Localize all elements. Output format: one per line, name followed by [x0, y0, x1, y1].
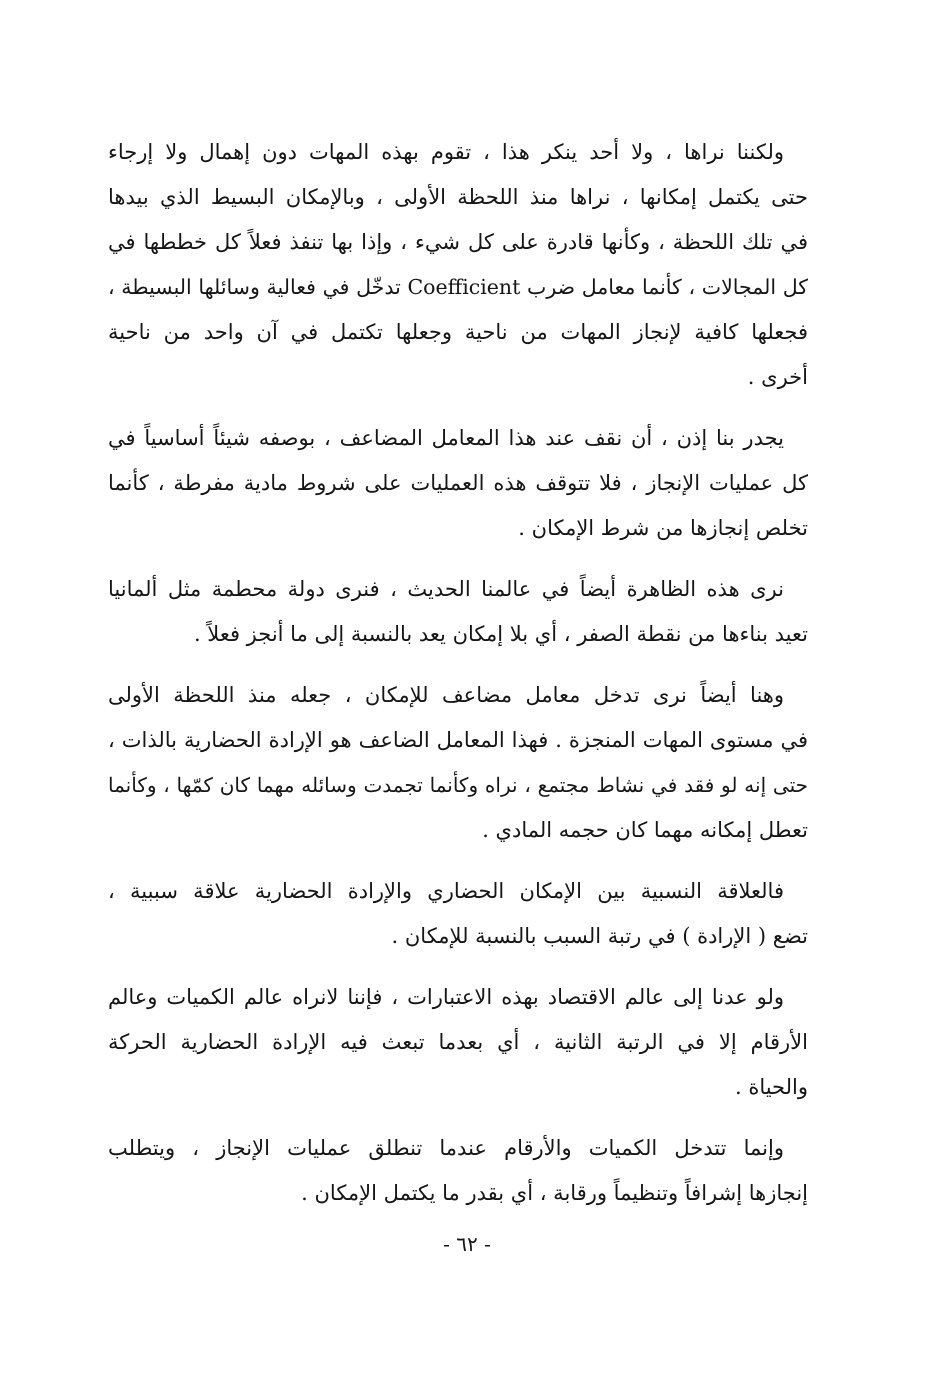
text-line: الأرقام إلا في الرتبة الثانية ، أي بعدما تبعث فيه الإرادة الحضارية الحركة [108, 1030, 808, 1054]
paragraph-2 [108, 416, 808, 551]
text-line: فجعلها كافية لإنجاز المهات من ناحية وجعلها تكتمل في آن واحد من ناحية [108, 320, 808, 344]
text-line: أخرى . [747, 365, 808, 389]
text-line: تعيد بناءها من نقطة الصفر ، أي بلا إمكان يعد بالنسبة إلى ما أنجز فعلاً . [193, 622, 808, 646]
text-line: تعطل إمكانه مهما كان حجمه المادي . [482, 818, 808, 842]
paragraph-6 [108, 975, 808, 1110]
text-line: كل عمليات الإنجاز ، فلا تتوقف هذه العمليات على شروط مادية مفرطة ، كأنما [108, 471, 808, 495]
text-line: في تلك اللحظة ، وكأنها قادرة على كل شيء ، وإذا بها تنفذ فعلاً كل خططها في [108, 230, 808, 254]
text-line: فالعلاقة النسبية بين الإمكان الحضاري والإرادة الحضارية علاقة سببية ، [108, 879, 784, 903]
paragraph-1 [108, 130, 808, 400]
text-line: وهنا أيضاً نرى تدخل معامل مضاعف للإمكان ، جعله منذ اللحظة الأولى [108, 683, 784, 707]
text-line: تضع ( الإرادة ) في رتبة السبب بالنسبة للإمكان . [391, 924, 808, 948]
page-number: - ٦٢ - [443, 1232, 491, 1256]
text-line: إنجازها إشرافاً وتنظيماً ورقابة ، أي بقدر ما يكتمل الإمكان . [301, 1181, 808, 1205]
text-line: ولو عدنا إلى عالم الاقتصاد بهذه الاعتبارات ، فإننا لانراه عالم الكميات وعالم [108, 985, 784, 1009]
text-line: تخلص إنجازها من شرط الإمكان . [518, 516, 808, 540]
text-line: نرى هذه الظاهرة أيضاً في عالمنا الحديث ، فنرى دولة محطمة مثل ألمانيا [108, 577, 784, 601]
paragraph-5 [108, 869, 808, 959]
text-line: كل المجالات ، كأنما معامل ضرب Coefficient تدخّل في فعالية وسائلها البسيطة ، [108, 275, 808, 299]
text-line: والحياة . [734, 1075, 808, 1099]
text-line: يجدر بنا إذن ، أن نقف عند هذا المعامل المضاعف ، بوصفه شيئاً أساسياً في [108, 426, 784, 450]
paragraph-3 [108, 567, 808, 657]
text-line: وإنما تتدخل الكميات والأرقام عندما تنطلق عمليات الإنجاز ، ويتطلب [108, 1136, 784, 1160]
paragraph-7 [108, 1126, 808, 1216]
text-line: حتى إنه لو فقد في نشاط مجتمع ، نراه وكأنما تجمدت وسائله مهما كان كمّها ، وكأنما [108, 773, 808, 797]
text-line: في مستوى المهات المنجزة . فهذا المعامل الضاعف هو الإرادة الحضارية بالذات ، [108, 728, 808, 752]
text-line: ولكننا نراها ، ولا أحد ينكر هذا ، تقوم بهذه المهات دون إهمال ولا إرجاء [108, 140, 784, 164]
paragraph-4 [108, 673, 808, 853]
text-line: حتى يكتمل إمكانها ، نراها منذ اللحظة الأولى ، وبالإمكان البسيط الذي بيدها [108, 185, 808, 209]
body-text [108, 130, 808, 1232]
